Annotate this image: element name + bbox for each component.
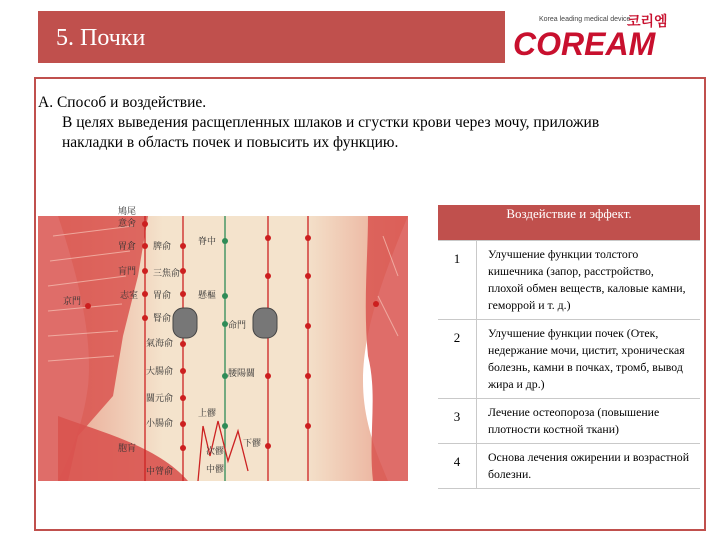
label-mingmen: 命門 xyxy=(228,321,247,331)
left-kidney-patch xyxy=(173,308,197,338)
label-weishu: 胃俞 xyxy=(153,291,172,301)
label-zhongliao: 中髎 xyxy=(206,465,225,475)
title-bar xyxy=(38,11,505,63)
row-description: Улучшение функции толстого кишечника (запор, расстройство, плохой обмен веществ, каловые камни, геморрой и т. д.) xyxy=(477,241,701,320)
row-number: 3 xyxy=(438,399,477,444)
row-number: 2 xyxy=(438,320,477,399)
row-description: Основа лечения ожирении и возрастной болезни. xyxy=(477,444,701,489)
label-qihaishu: 氣海俞 xyxy=(146,339,174,349)
label-baohuang: 胞肓 xyxy=(118,444,137,454)
label-guanyuanshu: 關元俞 xyxy=(146,394,174,404)
acupuncture-back-illustration xyxy=(38,207,408,481)
section-paragraph: В целях выведения расщепленных шлаков и сгустки крови через мочу, приложив накладки в область почек и повысить их функцию. xyxy=(62,114,600,151)
label-weicang: 胃倉 xyxy=(118,242,137,252)
label-shangliao: 上髎 xyxy=(198,409,217,419)
label-pishu: 脾俞 xyxy=(153,242,172,252)
label-yishe: 意舍 xyxy=(118,219,137,229)
logo-wordmark: COREAM xyxy=(513,26,656,62)
section-heading: A. Способ и воздействие. xyxy=(38,94,207,111)
table-row xyxy=(438,444,700,489)
effects-table xyxy=(438,205,700,489)
label-xiaochangshu: 小腸俞 xyxy=(146,419,174,429)
table-row xyxy=(438,241,700,320)
table-row xyxy=(438,320,700,399)
label-jiuwei: 鳩尾 xyxy=(118,207,137,217)
table-row xyxy=(438,399,700,444)
label-yaoyangguan: 腰陽關 xyxy=(228,369,256,379)
label-jingmen: 京門 xyxy=(63,297,82,307)
label-xialiao: 下髎 xyxy=(243,439,262,449)
logo-korean-text: 코리엠 xyxy=(627,14,668,30)
label-jizhong: 脊中 xyxy=(198,237,217,247)
label-huangmen: 肓門 xyxy=(118,267,137,277)
coream-logo xyxy=(507,11,687,63)
label-xuanshu: 懸樞 xyxy=(198,291,217,301)
right-muscle xyxy=(366,216,408,481)
slide-title: 5. Почки xyxy=(56,25,146,51)
row-description: Улучшение функции почек (Отек, недержание мочи, цистит, хроническая болезнь, камни в почках, тромб, вывод жира и др.) xyxy=(477,320,701,399)
right-kidney-patch xyxy=(253,308,277,338)
row-description: Лечение остеопороза (повышение плотности костной ткани) xyxy=(477,399,701,444)
label-ciliao: 次髎 xyxy=(206,447,225,457)
label-shenshu: 腎俞 xyxy=(153,314,172,324)
label-sanjiaoshu: 三焦俞 xyxy=(153,269,181,279)
label-zhonglushu: 中膂俞 xyxy=(146,467,174,477)
effects-table-header: Воздействие и эффект. xyxy=(438,205,700,241)
label-zhishi: 志室 xyxy=(120,291,139,301)
label-dachangshu: 大腸俞 xyxy=(146,367,174,377)
row-number: 4 xyxy=(438,444,477,489)
logo-tagline: Korea leading medical device xyxy=(539,16,631,23)
row-number: 1 xyxy=(438,241,477,320)
